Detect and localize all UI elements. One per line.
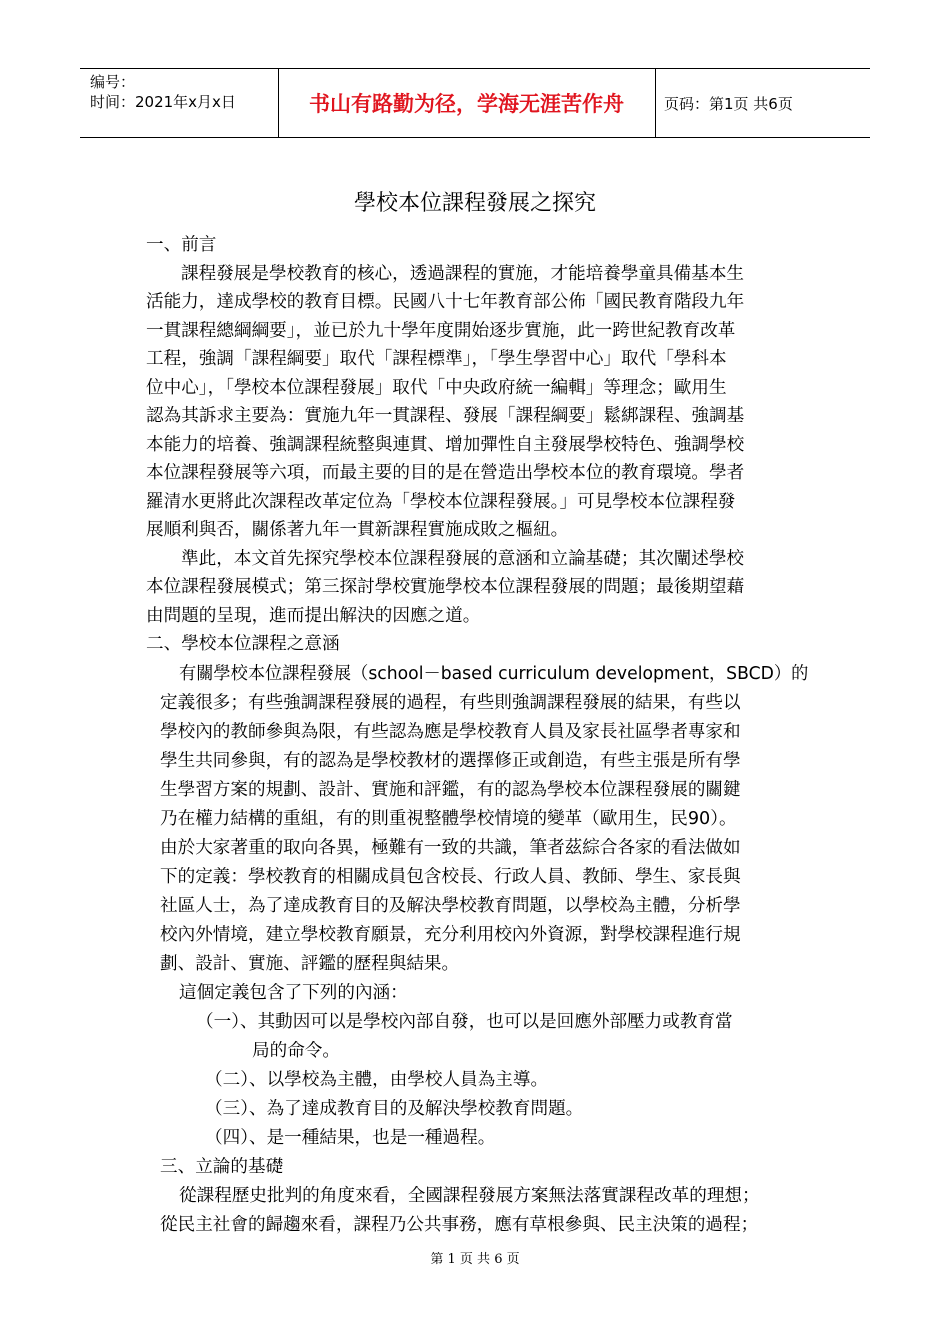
paragraph-line: 工程，強調「課程綱要」取代「課程標準」，「學生學習中心」取代「學科本 bbox=[146, 349, 727, 369]
paragraph-line: 校內外情境，建立學校教育願景，充分利用校內外資源，對學校課程進行規 bbox=[160, 925, 741, 945]
header-meta-cell bbox=[80, 69, 278, 137]
paragraph-line: 學生共同參與，有的認為是學校教材的選擇修正或創造，有些主張是所有學 bbox=[160, 751, 741, 771]
list-item-continuation: 局的命令。 bbox=[252, 1041, 340, 1061]
paragraph-line: 準此，本文首先探究學校本位課程發展的意涵和立論基礎；其次闡述學校 bbox=[181, 549, 745, 569]
paragraph-line: 課程發展是學校教育的核心，透過課程的實施，才能培養學童具備基本生 bbox=[181, 264, 745, 284]
paragraph-line: 有關學校本位課程發展（school－based curriculum development，SBCD）的 bbox=[179, 664, 809, 684]
paragraph-line: 本能力的培養、強調課程統整與連貫、增加彈性自主發展學校特色、強調學校 bbox=[146, 435, 745, 455]
paragraph-line: 認為其訴求主要為：實施九年一貫課程、發展「課程綱要」鬆綁課程、強調基 bbox=[146, 406, 745, 426]
paragraph-line: 由問題的呈現，進而提出解決的因應之道。 bbox=[146, 606, 481, 626]
list-item: （一）、其動因可以是學校內部自發，也可以是回應外部壓力或教育當 bbox=[196, 1012, 733, 1032]
section-heading: 三、立論的基礎 bbox=[160, 1157, 284, 1177]
paragraph-line: 本位課程發展模式；第三探討學校實施學校本位課程發展的問題；最後期望藉 bbox=[146, 577, 745, 597]
paragraph-line: 本位課程發展等六項，而最主要的目的是在營造出學校本位的教育環境。學者 bbox=[146, 463, 745, 483]
paragraph-line: 劃、設計、實施、評鑑的歷程與結果。 bbox=[160, 954, 460, 974]
paragraph-line: 從民主社會的歸趨來看，課程乃公共事務，應有草根參與、民主決策的過程； bbox=[160, 1215, 759, 1235]
paragraph-line: 位中心」，「學校本位課程發展」取代「中央政府統一編輯」等理念；歐用生 bbox=[146, 378, 727, 398]
page-header-table bbox=[80, 68, 870, 138]
section-heading: 一、前言 bbox=[146, 235, 217, 255]
page-footer: 第 1 页 共 6 页 bbox=[430, 1252, 520, 1267]
section-heading: 二、學校本位課程之意涵 bbox=[146, 634, 340, 654]
paragraph-line: 一貫課程總綱綱要」，並已於九十學年度開始逐步實施，此一跨世紀教育改革 bbox=[146, 321, 736, 341]
paragraph-line: 活能力，達成學校的教育目標。民國八十七年教育部公佈「國民教育階段九年 bbox=[146, 292, 745, 312]
paragraph-line: 學校內的教師參與為限，有些認為應是學校教育人員及家長社區學者專家和 bbox=[160, 722, 741, 742]
paragraph-line: 羅清水更將此次課程改革定位為「學校本位課程發展。」可見學校本位課程發 bbox=[146, 492, 736, 512]
paragraph-line: 定義很多；有些強調課程發展的過程，有些則強調課程發展的結果，有些以 bbox=[160, 693, 741, 713]
paragraph-line: 由於大家著重的取向各異，極難有一致的共識，筆者茲綜合各家的看法做如 bbox=[160, 838, 741, 858]
list-item: （三）、為了達成教育目的及解決學校教育問題。 bbox=[205, 1099, 584, 1119]
header-page-info: 页码：第1页 共6页 bbox=[664, 94, 793, 113]
document-title: 學校本位課程發展之探究 bbox=[353, 191, 596, 216]
time-label: 时间：2021年x月x日 bbox=[90, 93, 236, 111]
header-motto: 书山有路勤为径，学海无涯苦作舟 bbox=[309, 91, 624, 116]
paragraph-line: 從課程歷史批判的角度來看，全國課程發展方案無法落實課程改革的理想； bbox=[179, 1186, 760, 1206]
list-item: （二）、以學校為主體，由學校人員為主導。 bbox=[205, 1070, 549, 1090]
paragraph-line: 下的定義：學校教育的相關成員包含校長、行政人員、教師、學生、家長與 bbox=[160, 867, 741, 887]
list-item: （四）、是一種結果，也是一種過程。 bbox=[205, 1128, 496, 1148]
paragraph-line: 乃在權力結構的重組，有的則重視整體學校情境的變革（歐用生，民90）。 bbox=[160, 809, 737, 829]
paragraph-line: 展順利與否，關係著九年一貫新課程實施成敗之樞紐。 bbox=[146, 520, 569, 540]
paragraph-line: 這個定義包含了下列的內涵： bbox=[179, 983, 408, 1003]
paragraph-line: 社區人士，為了達成教育目的及解決學校教育問題，以學校為主體，分析學 bbox=[160, 896, 741, 916]
paragraph-line: 生學習方案的規劃、設計、實施和評鑑，有的認為學校本位課程發展的關鍵 bbox=[160, 780, 741, 800]
code-label: 编号： bbox=[90, 73, 136, 91]
